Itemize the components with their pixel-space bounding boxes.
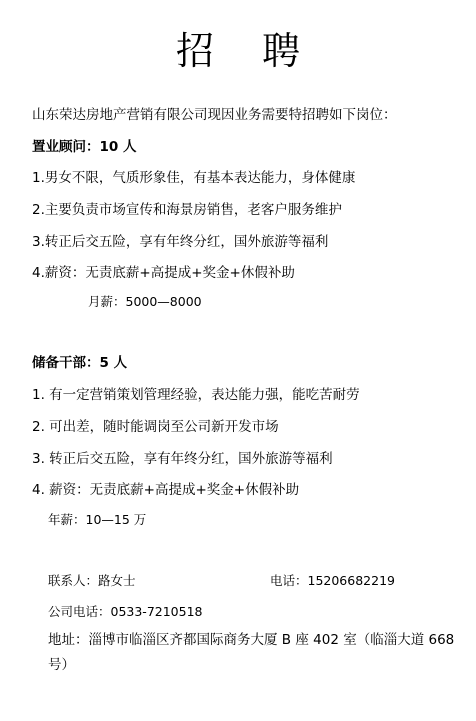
intro-text: 山东荣达房地产营销有限公司现因业务需要特招聘如下岗位： (32, 107, 397, 123)
page-title: 招 聘 (175, 29, 319, 73)
section2-item-3: 3. 转正后交五险，享有年终分红，国外旅游等福利 (32, 451, 333, 467)
section2-item-1: 1. 有一定营销策划管理经验，表达能力强，能吃苦耐劳 (32, 387, 360, 403)
section1-item-3: 3.转正后交五险，享有年终分红，国外旅游等福利 (32, 234, 329, 250)
section1-item-1: 1.男女不限，气质形象佳，有基本表达能力，身体健康 (32, 170, 356, 186)
address-line-1: 地址：淄博市临淄区齐都国际商务大厦 B 座 402 室（临淄大道 668 (48, 632, 455, 648)
contact-phone: 电话：15206682219 (270, 573, 395, 588)
company-phone: 公司电话：0533-7210518 (48, 604, 203, 619)
section1-item-4: 4.薪资：无责底薪+高提成+奖金+休假补助 (32, 265, 295, 281)
section1-salary: 月薪：5000—8000 (88, 294, 202, 309)
contact-person: 联系人：路女士 (48, 573, 136, 588)
section2-item-4: 4. 薪资：无责底薪+高提成+奖金+休假补助 (32, 482, 300, 498)
section2-salary: 年薪：10—15 万 (48, 512, 147, 527)
section2-item-2: 2. 可出差，随时能调岗至公司新开发市场 (32, 419, 279, 435)
section2-heading: 储备干部：5 人 (32, 355, 128, 371)
address-line-2: 号） (48, 657, 75, 673)
section1-heading: 置业顾问：10 人 (32, 139, 137, 155)
section1-item-2: 2.主要负责市场宣传和海景房销售，老客户服务维护 (32, 202, 342, 218)
